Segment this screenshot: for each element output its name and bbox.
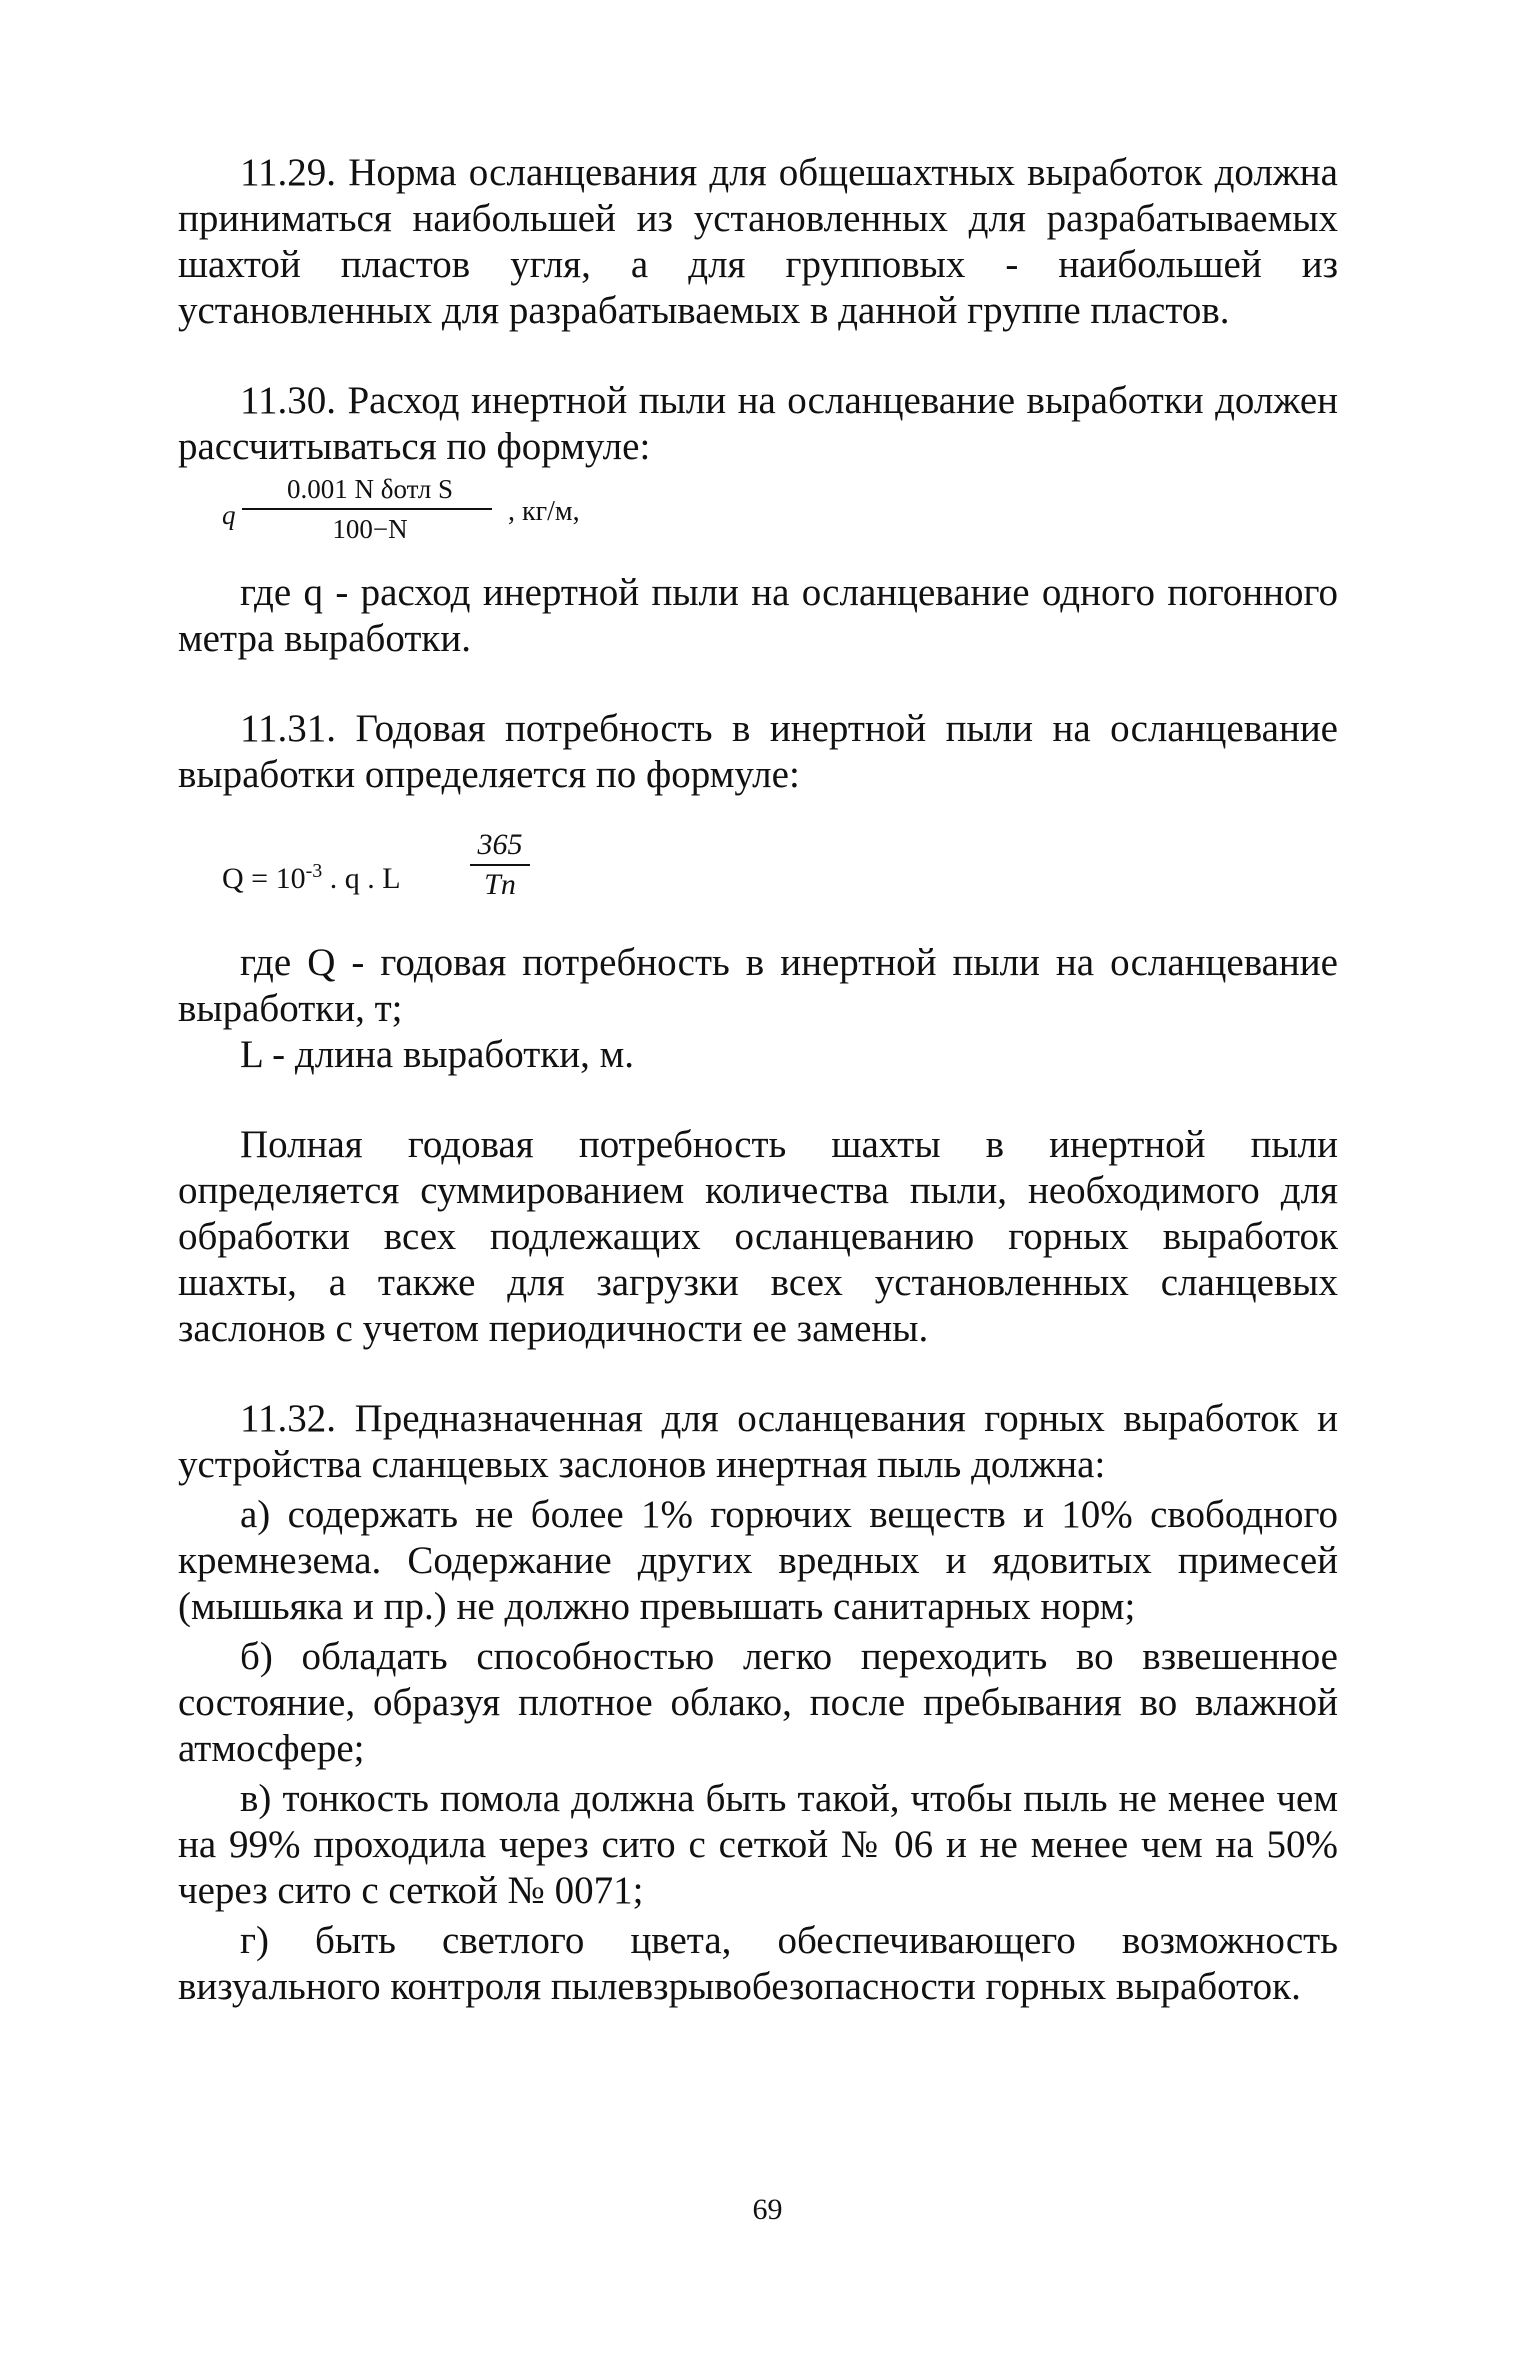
paragraph-11-32: 11.32. Предназначенная для осланцевания горных выработок и устройства сланцевых заслонов инертная пыль должна: [178,1397,1338,1486]
formula-fraction-numerator: 365 [477,828,523,861]
document-page [178,150,1338,2010]
page-number: 69 [752,2193,783,2226]
list-item-v: в) тонкость помола должна быть такой, чтобы пыль не менее чем на 99% проходила через сито с сеткой № 06 и не менее чем на 50% через сито с сеткой № 0071; [178,1777,1338,1912]
formula-annual-need [178,820,1338,940]
paragraph-11-31-where-q: где Q - годовая потребность в инертной пыли на осланцевание выработки, т; [178,941,1338,1030]
formula-lhs-rest: . q . L [322,862,401,895]
list-item-g: г) быть светлого цвета, обеспечивающего возможность визуального контроля пылевзрывобезопасности горных выработок. [178,1919,1338,2008]
formula-denominator: 100−N [332,514,408,544]
fraction-bar [470,864,530,866]
formula-numerator: 0.001 N δотл S [287,474,453,504]
formula-lhs-prefix: Q = 10 [222,862,306,895]
paragraph-11-30-where: где q - расход инертной пыли на осланцевание одного погонного метра выработки. [178,571,1338,660]
paragraph-full-need: Полная годовая потребность шахты в инертной пыли определяется суммированием количества пыли, необходимого для обработки всех подлежащих осланцеванию горных выработок шахты, а также для загрузки всех установленных сланцевых заслонов с учетом периодичности ее замены. [178,1123,1338,1350]
list-item-b: б) обладать способностью легко переходить во взвешенное состояние, образуя плотное облако, после пребывания во влажной атмосфере; [178,1635,1338,1770]
formula-lhs: q [222,500,236,530]
paragraph-11-29: 11.29. Норма осланцевания для общешахтных выработок должна приниматься наибольшей из установленных для разрабатываемых шахтой пластов угля, а для групповых - наибольшей из установленных для разрабатываемых в данной группе пластов. [178,151,1338,332]
formula-dust-consumption [178,474,1338,570]
formula-fraction-denominator: Tп [484,868,516,901]
paragraph-11-30: 11.30. Расход инертной пыли на осланцевание выработки должен рассчитываться по формуле: [178,379,1338,468]
fraction-bar [242,508,492,510]
list-item-a: а) содержать не более 1% горючих веществ и 10% свободного кремнезема. Содержание других вредных и ядовитых примесей (мышьяка и пр.) не должно превышать санитарных норм; [178,1493,1338,1628]
formula-exponent: -3 [305,860,323,882]
formula-lhs [222,860,401,896]
paragraph-11-31: 11.31. Годовая потребность в инертной пыли на осланцевание выработки определяется по формуле: [178,707,1338,796]
formula-unit: , кг/м, [508,496,580,527]
paragraph-11-31-where-l: L - длина выработки, м. [240,1033,635,1076]
